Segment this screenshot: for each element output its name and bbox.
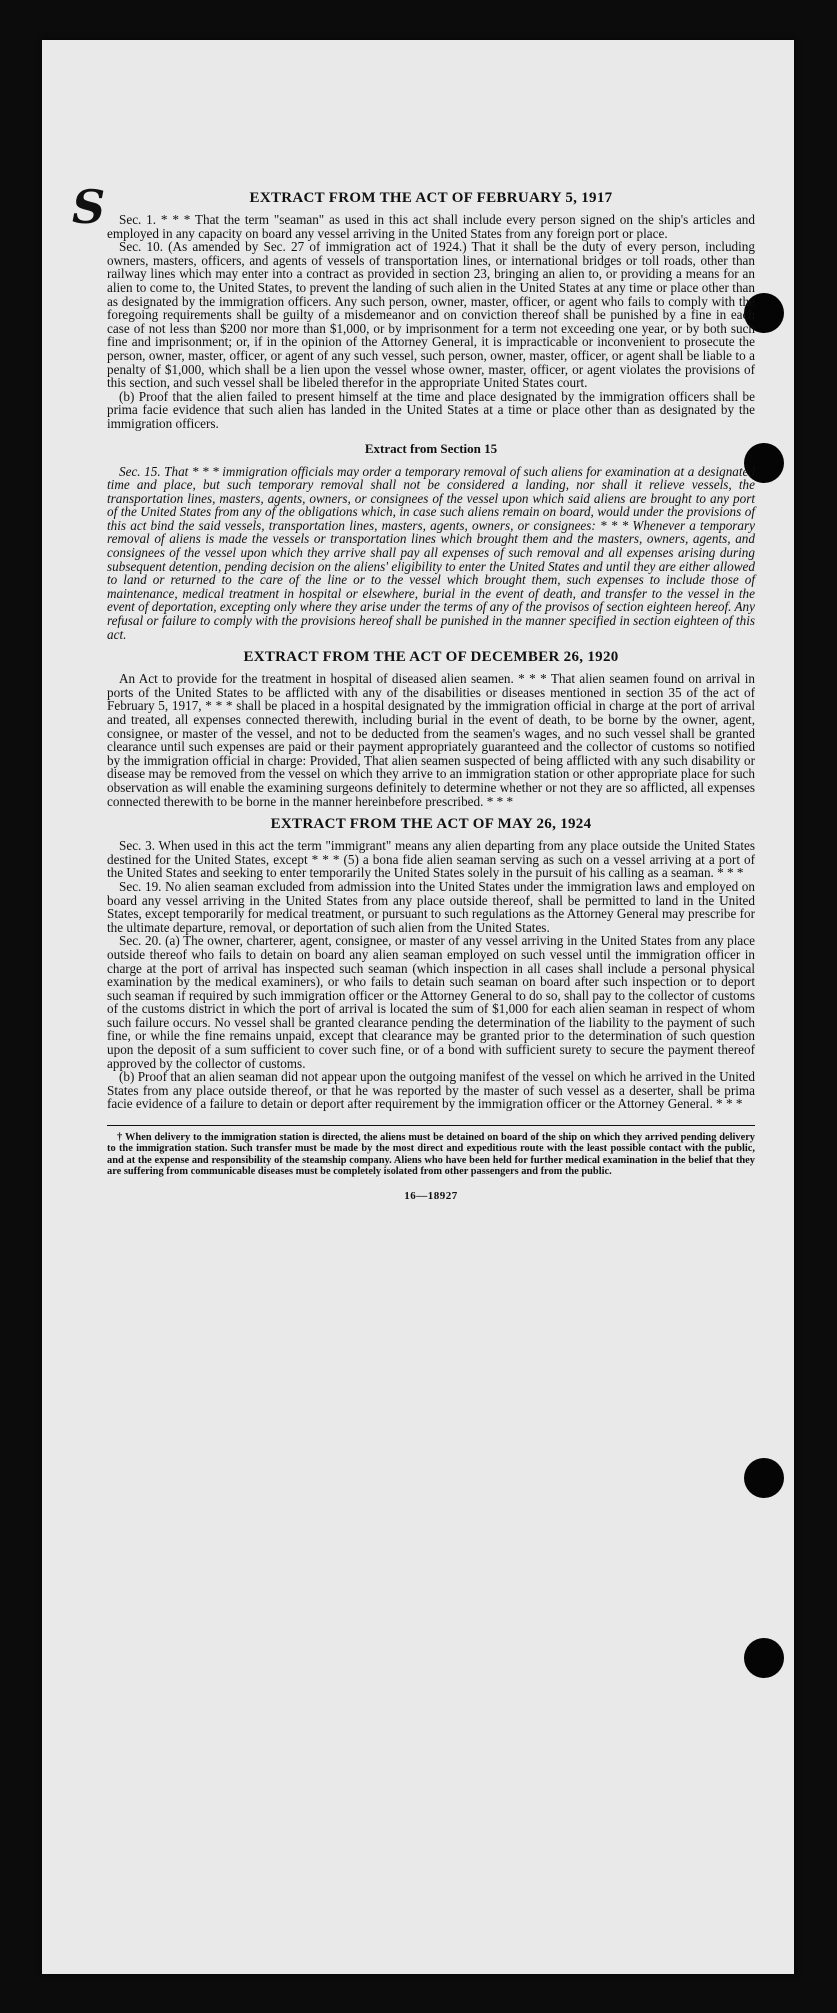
punch-hole [744, 1638, 784, 1678]
document-page [42, 40, 794, 1974]
section-10b-text: (b) Proof that the alien failed to present himself at the time and place designated by the immigration officers shall be prima facie evidence that such alien has landed in the United States at a time or place other than as designated by the immigration officers. [107, 388, 755, 431]
handwritten-margin-mark: S [72, 180, 106, 234]
section-1-text: Sec. 1. * * * That the term "seaman" as used in this act shall include every person signed on the ship's articles and employed in any capacity on board any vessel arriving in the United States from any foreign port or place. [107, 212, 755, 241]
section-20a-text: Sec. 20. (a) The owner, charterer, agent, consignee, or master of any vessel arriving in the United States from any place outside thereof who fails to detain on board any alien seaman employed on such vessel until the immigration officer in charge at the port of arrival has inspected such seaman (which inspection in all cases shall include a personal physical examination by the medical examiners), or who fails to detain such seaman on board after such inspection or to deport such seaman if required by such immigration officer or the Attorney General to do so, shall pay to the collector of customs of the customs district in which the port of arrival is located the sum of $1,000 for each alien seaman in respect of whom such failure occurs. No vessel shall be granted clearance pending the determination of the liability to the payment of such fine, or while the fine remains unpaid, except that clearance may be granted prior to the determination of such question upon the deposit of a sum sufficient to cover such fine, or of a bond with sufficient surety to secure the payment thereof approved by the collector of customs. [107, 933, 755, 1071]
act-1920-text: An Act to provide for the treatment in hospital of diseased alien seamen. * * * That alien seamen found on arrival in ports of the United States to be afflicted with any of the disabilities or diseases mentioned in section 35 of the act of February 5, 1917, * * * shall be placed in a hospital designated by the immigration official in charge at the port of arrival and treated, all expenses connected therewith, including burial in the event of death, to be borne by the owner, agent, consignee, or master of the vessel, and not to be deducted from the seamen's wages, and no such vessel shall be granted clearance until such expenses are paid or their payment appropriately guaranteed and the collector of customs so notified by the immigration official in charge: Provided, That alien seamen suspected of being afflicted with any such disability or disease may be removed from the vessel on which they arrive to an immigration station or other appropriate place for such observation as will enable the examining surgeons definitely to determine whether or not they are so afflicted, all expenses connected therewith to be borne in the manner hereinbefore prescribed. * * * [107, 671, 755, 809]
heading-section-15: Extract from Section 15 [364, 440, 498, 456]
footnote-text: † When delivery to the immigration station is directed, the aliens must be detained on board of the ship on which they arrived pending delivery to the immigration station. Such transfer must be made by the most direct and expeditious route with the least possible contact with the public, and at the expense and responsibility of the steamship company. Aliens who have been held for further medical examination in the belief that they are suffering from communicable diseases must be completely isolated from other passengers and from the public. [107, 1132, 755, 1178]
form-number: 16—18927 [404, 1189, 458, 1202]
section-20b-text: (b) Proof that an alien seaman did not appear upon the outgoing manifest of the vessel on which he arrived in the United States from any place outside thereof, or that he was reported by the master of such vessel as a deserter, shall be prima facie evidence of a failure to detain or deport after requirement by the immigration officer or the Attorney General. * * * [107, 1069, 755, 1112]
heading-act-1920: EXTRACT FROM THE ACT OF DECEMBER 26, 1920 [243, 649, 619, 666]
punch-hole [744, 1458, 784, 1498]
section-3-text: Sec. 3. When used in this act the term "immigrant" means any alien departing from any place outside the United States destined for the United States, except * * * (5) a bona fide alien seaman serving as such on a vessel arriving at a port of the United States and seeking to enter temporarily the United States solely in the pursuit of his calling as a seaman. * * * [107, 838, 755, 881]
footnote-divider [107, 1125, 755, 1126]
section-10-text: Sec. 10. (As amended by Sec. 27 of immigration act of 1924.) That it shall be the duty of every person, including owners, masters, officers, and agents of vessels of transportation lines, or international bridges or toll roads, other than railway lines which may enter into a contract as provided in section 23, bringing an alien to, or providing a means for an alien to come to, the United States, to prevent the landing of such alien in the United States at any time or place other than as designated by the immigration officers. Any such person, owner, master, officer, or agent who fails to comply with the foregoing requirements shall be guilty of a misdemeanor and on conviction thereof shall be punished by a fine in each case of not less than $200 nor more than $1,000, or by imprisonment for a term not exceeding one year, or by both such fine and imprisonment; or, if in the opinion of the Attorney General, it is impracticable or inconvenient to prosecute the person, owner, master, officer, or agent of any such vessel, such person, owner, master, officer, or agent shall be liable to a penalty of $1,000, which shall be a lien upon the vessel whose owner, master, officer, or agent violates the provisions of this section, and such vessel shall be libeled therefor in the appropriate United States court. [107, 239, 755, 391]
section-19-text: Sec. 19. No alien seaman excluded from admission into the United States under the immigration laws and employed on board any vessel arriving in the United States from any place outside thereof, shall be permitted to land in the United States, except temporarily for medical treatment, or pursuant to such regulations as the Attorney General may prescribe for the ultimate departure, removal, or deportation of such alien from the United States. [107, 878, 755, 935]
section-15-text: Sec. 15. That * * * immigration officials may order a temporary removal of such aliens for examination at a designated time and place, but such temporary removal shall not be considered a landing, nor shall it relieve vessels, the transportation lines, masters, agents, owners, or consignees of the vessel upon which said aliens are brought to any port of the United States from any of the obligations which, in case such aliens remain on board, would under the provisions of this act bind the said vessels, transportation lines, masters, agents, owners, or consignees: * * * Whenever a temporary removal of aliens is made the vessels or transportation lines which brought them and the masters, owners, agents, and consignees of the vessel upon which they arrive shall pay all expenses of such removal and all expenses arising during subsequent detention, pending decision on the aliens' eligibility to enter the United States and until they are either allowed to land or returned to the care of the line or to the vessel which brought them, such expenses to include those of maintenance, medical treatment in hospital or elsewhere, burial in the event of death, and transfer to the vessel in the event of deportation, excepting only where they arise under the terms of any of the provisos of section eighteen hereof. Any refusal or failure to comply with the provisions hereof shall be punished in the manner specified in section eighteen of this act. [107, 463, 755, 642]
heading-act-1924: EXTRACT FROM THE ACT OF MAY 26, 1924 [270, 816, 592, 833]
heading-act-1917: EXTRACT FROM THE ACT OF FEBRUARY 5, 1917 [249, 190, 613, 206]
document-body [107, 190, 755, 1202]
